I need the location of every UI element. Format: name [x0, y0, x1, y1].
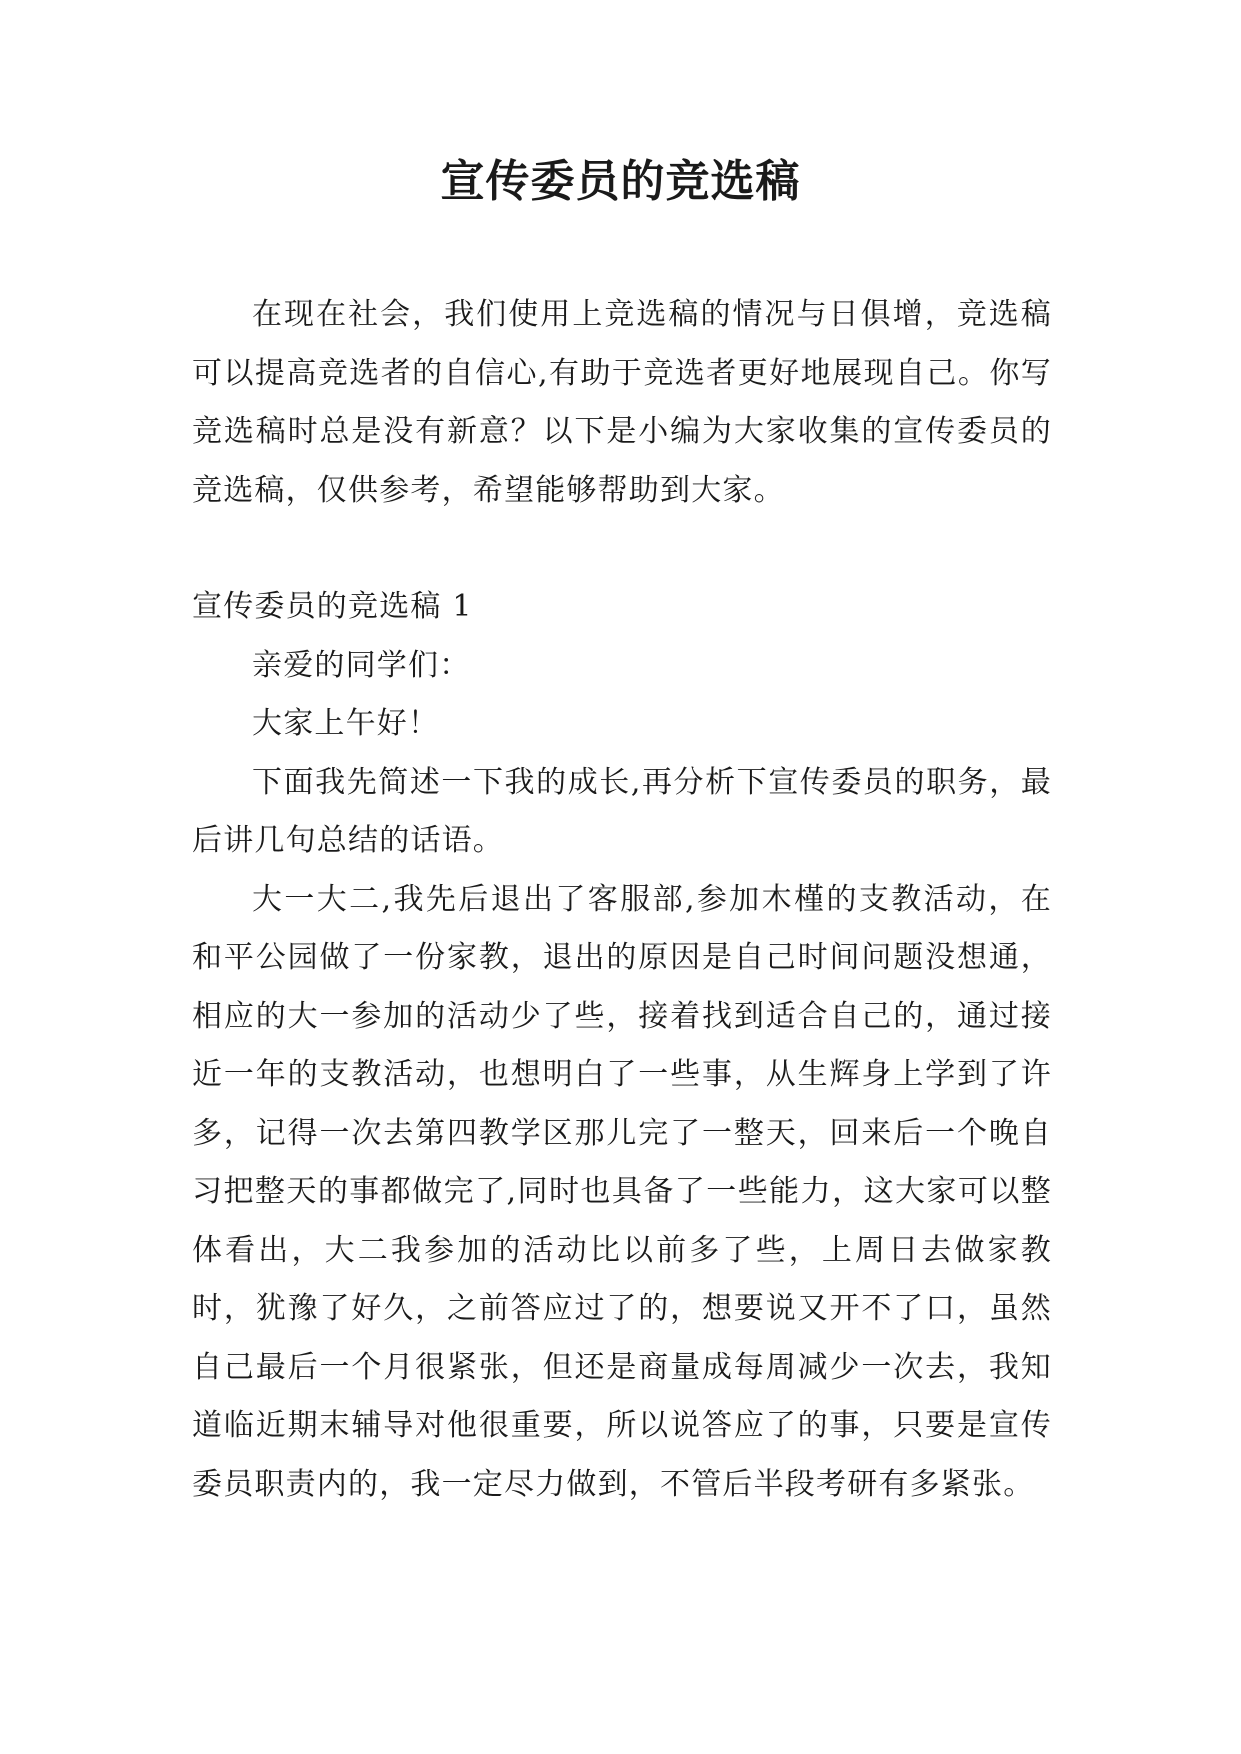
body-paragraph: 下面我先简述一下我的成长,再分析下宣传委员的职务，最后讲几句总结的话语。	[192, 764, 1052, 858]
body-paragraph: 大一大二,我先后退出了客服部,参加木槿的支教活动，在和平公园做了一份家教，退出的原因是自己时间问题没想通，相应的大一参加的活动少了些，接着找到适合自己的，通过接近一年的支教活动，也想明白了一些事，从生辉身上学到了许多，记得一次去第四教学区那儿完了一整天，回来后一个晚自习把整天的事都做完了,同时也具备了一些能力，这大家可以整体看出，大二我参加的活动比以前多了些，上周日去做家教时，犹豫了好久，之前答应过了的，想要说又开不了口，虽然自己最后一个月很紧张，但还是商量成每周减少一次去，我知道临近期末辅导对他很重要，所以说答应了的事，只要是宣传委员职责内的，我一定尽力做到，不管后半段考研有多紧张。	[192, 881, 1052, 1502]
document-title: 宣传委员的竞选稿	[440, 156, 801, 207]
document-body	[192, 286, 1052, 1514]
intro-paragraph: 在现在社会，我们使用上竞选稿的情况与日俱增，竞选稿可以提高竞选者的自信心,有助于竞选者更好地展现自己。你写竞选稿时总是没有新意？以下是小编为大家收集的宣传委员的竞选稿，仅供参考，希望能够帮助到大家。	[192, 297, 1052, 508]
paragraph-gap	[192, 520, 1052, 578]
section-heading: 宣传委员的竞选稿 1	[192, 589, 473, 624]
salutation: 亲爱的同学们：	[252, 647, 471, 683]
greeting: 大家上午好！	[252, 706, 440, 741]
